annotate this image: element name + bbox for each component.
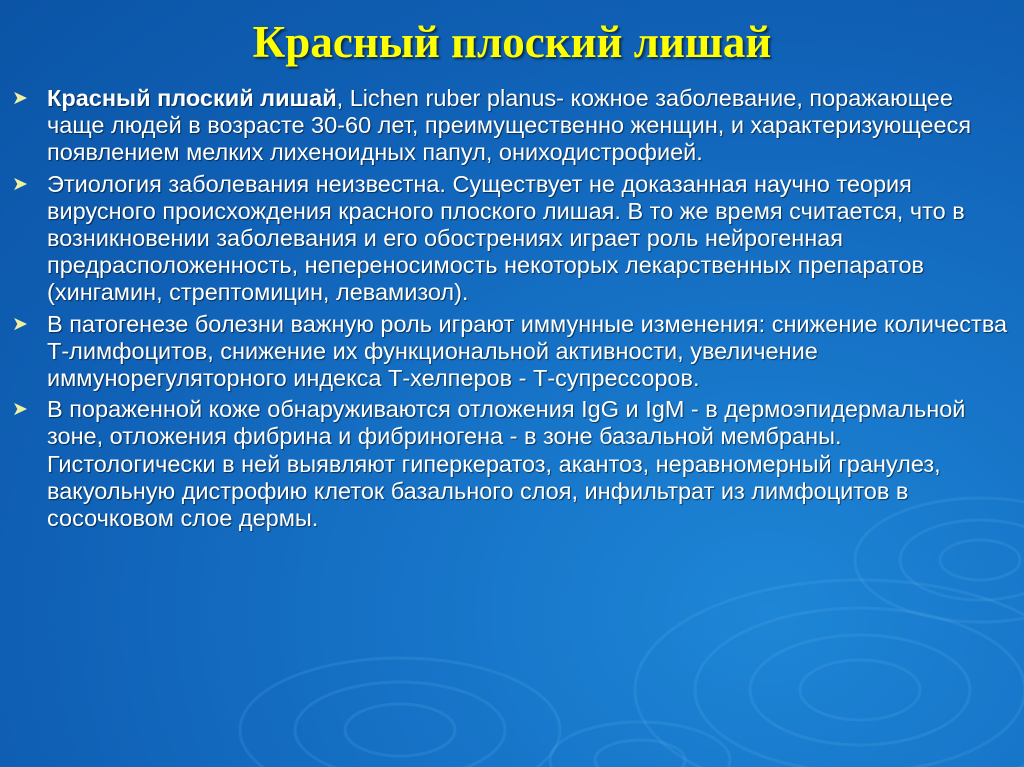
bullet-list — [12, 85, 1012, 536]
bullet-text: В патогенезе болезни важную роль играют иммунные изменения: снижение количества Т-лимфоцитов, снижение их функциональной активности, увеличение иммунорегуляторного индекса Т-хелперов - Т-супрессоров. — [47, 310, 1008, 392]
chevron-right-icon: ➤ — [12, 87, 28, 109]
bullet-text: , Lichen ruber planus- кожное заболевание, поражающее чаще людей в возрасте 30-60 лет, преимущественно женщин, и характеризующееся появлением мелких лихеноидных папул, ониходистрофией. — [47, 85, 972, 166]
bullet-item — [12, 311, 1012, 393]
chevron-right-icon: ➤ — [12, 172, 28, 195]
bullet-text: В пораженной коже обнаруживаются отложения IgG и IgM - в дермоэпидермальной зоне, отложения фибрина и фибриногена - в зоне базальной мембраны. Гистологически в ней выявляют гиперкератоз, акантоз, неравномерный гранулез, вакуольную дистрофию клеток базального слоя, инфильтрат из лимфоцитов в сосочковом слое дермы. — [47, 396, 966, 532]
bullet-item — [12, 171, 1012, 307]
bullet-term: Красный плоский лишай — [47, 85, 337, 111]
bullet-item — [12, 396, 1012, 532]
chevron-right-icon: ➤ — [12, 312, 28, 335]
bullet-text: Этиология заболевания неизвестна. Существует не доказанная научно теория вирусного происхождения красного плоского лишая. В то же время считается, что в возникновении заболевания и его обострениях играет роль нейрогенная предрасположенность, непереносимость некоторых лекарственных препаратов (хингамин, стрептомицин, левамизол). — [47, 170, 965, 306]
slide-title: Красный плоский лишай — [252, 17, 772, 67]
chevron-right-icon: ➤ — [12, 398, 28, 421]
bullet-item — [12, 85, 1012, 167]
